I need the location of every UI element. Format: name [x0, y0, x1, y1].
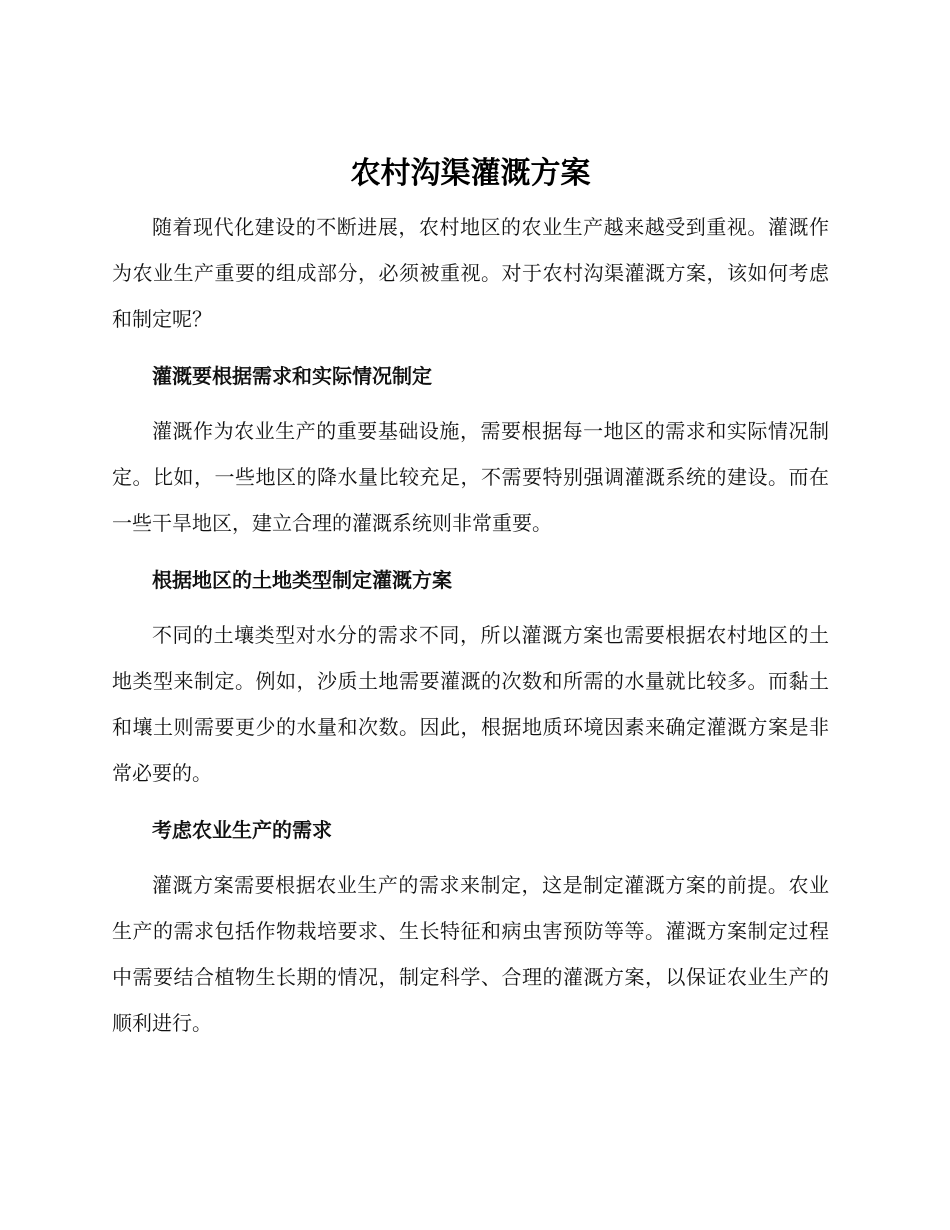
section-heading: 根据地区的土地类型制定灌溉方案 — [152, 568, 452, 592]
section-heading: 灌溉要根据需求和实际情况制定 — [152, 364, 432, 388]
document-title: 农村沟渠灌溉方案 — [350, 156, 591, 191]
section-paragraph: 灌溉作为农业生产的重要基础设施，需要根据每一地区的需求和实际情况制定。比如，一些地区的降水量比较充足，不需要特别强调灌溉系统的建设。而在一些干旱地区，建立合理的灌溉系统则非常重要。 — [112, 419, 829, 535]
section-2 — [112, 546, 829, 796]
document-page — [112, 152, 829, 1046]
section-1 — [112, 342, 829, 546]
section-heading: 考虑农业生产的需求 — [152, 818, 332, 842]
section-paragraph: 灌溉方案需要根据农业生产的需求来制定，这是制定灌溉方案的前提。农业生产的需求包括作物栽培要求、生长特征和病虫害预防等等。灌溉方案制定过程中需要结合植物生长期的情况，制定科学、合理的灌溉方案，以保证农业生产的顺利进行。 — [112, 873, 829, 1035]
section-3 — [112, 796, 829, 1046]
intro-paragraph: 随着现代化建设的不断进展，农村地区的农业生产越来越受到重视。灌溉作为农业生产重要的组成部分，必须被重视。对于农村沟渠灌溉方案，该如何考虑和制定呢？ — [112, 215, 829, 331]
section-paragraph: 不同的土壤类型对水分的需求不同，所以灌溉方案也需要根据农村地区的土地类型来制定。例如，沙质土地需要灌溉的次数和所需的水量就比较多。而黏土和壤土则需要更少的水量和次数。因此，根据地质环境因素来确定灌溉方案是非常必要的。 — [112, 623, 829, 785]
